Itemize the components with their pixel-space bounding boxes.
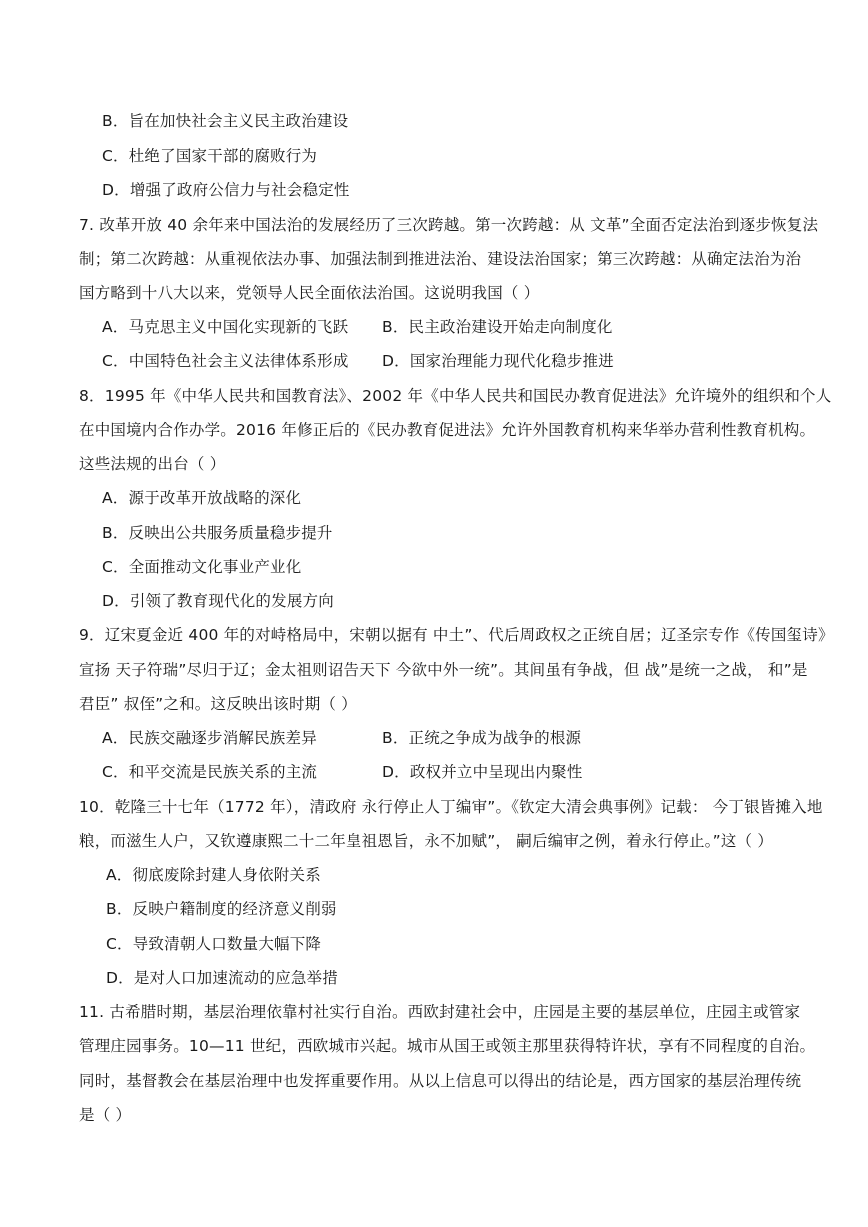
q11-stem-line-1: 11. 古希腊时期，基层治理依靠村社实行自治。西欧封建社会中，庄园是主要的基层单位，庄园主或管家 xyxy=(79,1003,801,1021)
q9-option-b: B．正统之争成为战争的根源 xyxy=(382,729,582,747)
q7-option-a: A．马克思主义中国化实现新的飞跃 xyxy=(102,318,349,336)
prev-question-option-c: C．杜绝了国家干部的腐败行为 xyxy=(102,147,318,165)
q7-option-b: B．民主政治建设开始走向制度化 xyxy=(382,318,613,336)
q8-option-c: C．全面推动文化事业产业化 xyxy=(102,558,302,576)
q10-option-d: D．是对人口加速流动的应急举措 xyxy=(106,969,338,987)
q8-stem-line-1: 8．1995 年《中华人民共和国教育法》、2002 年《中华人民共和国民办教育促进法》允许境外的组织和个人 xyxy=(79,387,832,405)
q10-stem-line-1: 10．乾隆三十七年（1772 年），清政府 永行停止人丁编审”。《钦定大清会典事例》记载： 今丁银皆摊入地 xyxy=(79,798,823,816)
prev-question-option-b: B．旨在加快社会主义民主政治建设 xyxy=(102,112,349,130)
q11-stem-line-2: 管理庄园事务。10—11 世纪，西欧城市兴起。城市从国王或领主那里获得特许状，享有不同程度的自治。 xyxy=(79,1037,816,1055)
q7-stem-line-1: 7. 改革开放 40 余年来中国法治的发展经历了三次跨越。第一次跨越：从 文革”全面否定法治到逐步恢复法 xyxy=(79,216,819,234)
q9-option-c: C．和平交流是民族关系的主流 xyxy=(102,763,318,781)
q8-stem-line-3: 这些法规的出台（ ） xyxy=(79,455,226,473)
q9-stem-line-1: 9．辽宋夏金近 400 年的对峙格局中，宋朝以据有 中土”、代后周政权之正统自居；辽圣宗专作《传国玺诗》 xyxy=(79,626,834,644)
q8-option-b: B．反映出公共服务质量稳步提升 xyxy=(102,524,333,542)
q9-stem-line-3: 君臣” 叔侄”之和。这反映出该时期（ ） xyxy=(79,695,357,713)
q7-stem-line-3: 国方略到十八大以来，党领导人民全面依法治国。这说明我国（ ） xyxy=(79,284,540,302)
q7-stem-line-2: 制；第二次跨越：从重视依法办事、加强法制到推进法治、建设法治国家；第三次跨越：从确定法治为治 xyxy=(79,250,802,268)
q10-option-b: B．反映户籍制度的经济意义削弱 xyxy=(106,900,337,918)
q8-option-a: A．源于改革开放战略的深化 xyxy=(102,489,302,507)
q10-option-c: C．导致清朝人口数量大幅下降 xyxy=(106,935,322,953)
q9-option-a: A．民族交融逐步消解民族差异 xyxy=(102,729,317,747)
q9-option-d: D．政权并立中呈现出内聚性 xyxy=(382,763,583,781)
q10-option-a: A．彻底废除封建人身依附关系 xyxy=(106,866,321,884)
q11-stem-line-3: 同时，基督教会在基层治理中也发挥重要作用。从以上信息可以得出的结论是，西方国家的基层治理传统 xyxy=(79,1072,802,1090)
q10-stem-line-2: 粮，而滋生人户，又钦遵康熙二十二年皇祖恩旨，永不加赋”， 嗣后编审之例，着永行停止。”这（ ） xyxy=(79,832,774,850)
q7-option-d: D．国家治理能力现代化稳步推进 xyxy=(382,352,614,370)
q9-stem-line-2: 宣扬 天子符瑞”尽归于辽；金太祖则诏告天下 今欲中外一统”。其间虽有争战，但 战”是统一之战， 和”是 xyxy=(79,661,808,679)
q8-option-d: D．引领了教育现代化的发展方向 xyxy=(102,592,334,610)
q8-stem-line-2: 在中国境内合作办学。2016 年修正后的《民办教育促进法》允许外国教育机构来华举办营利性教育机构。 xyxy=(79,421,816,439)
q7-option-c: C．中国特色社会主义法律体系形成 xyxy=(102,352,349,370)
q11-stem-line-4: 是（ ） xyxy=(79,1106,132,1124)
prev-question-option-d: D．增强了政府公信力与社会稳定性 xyxy=(102,181,350,199)
